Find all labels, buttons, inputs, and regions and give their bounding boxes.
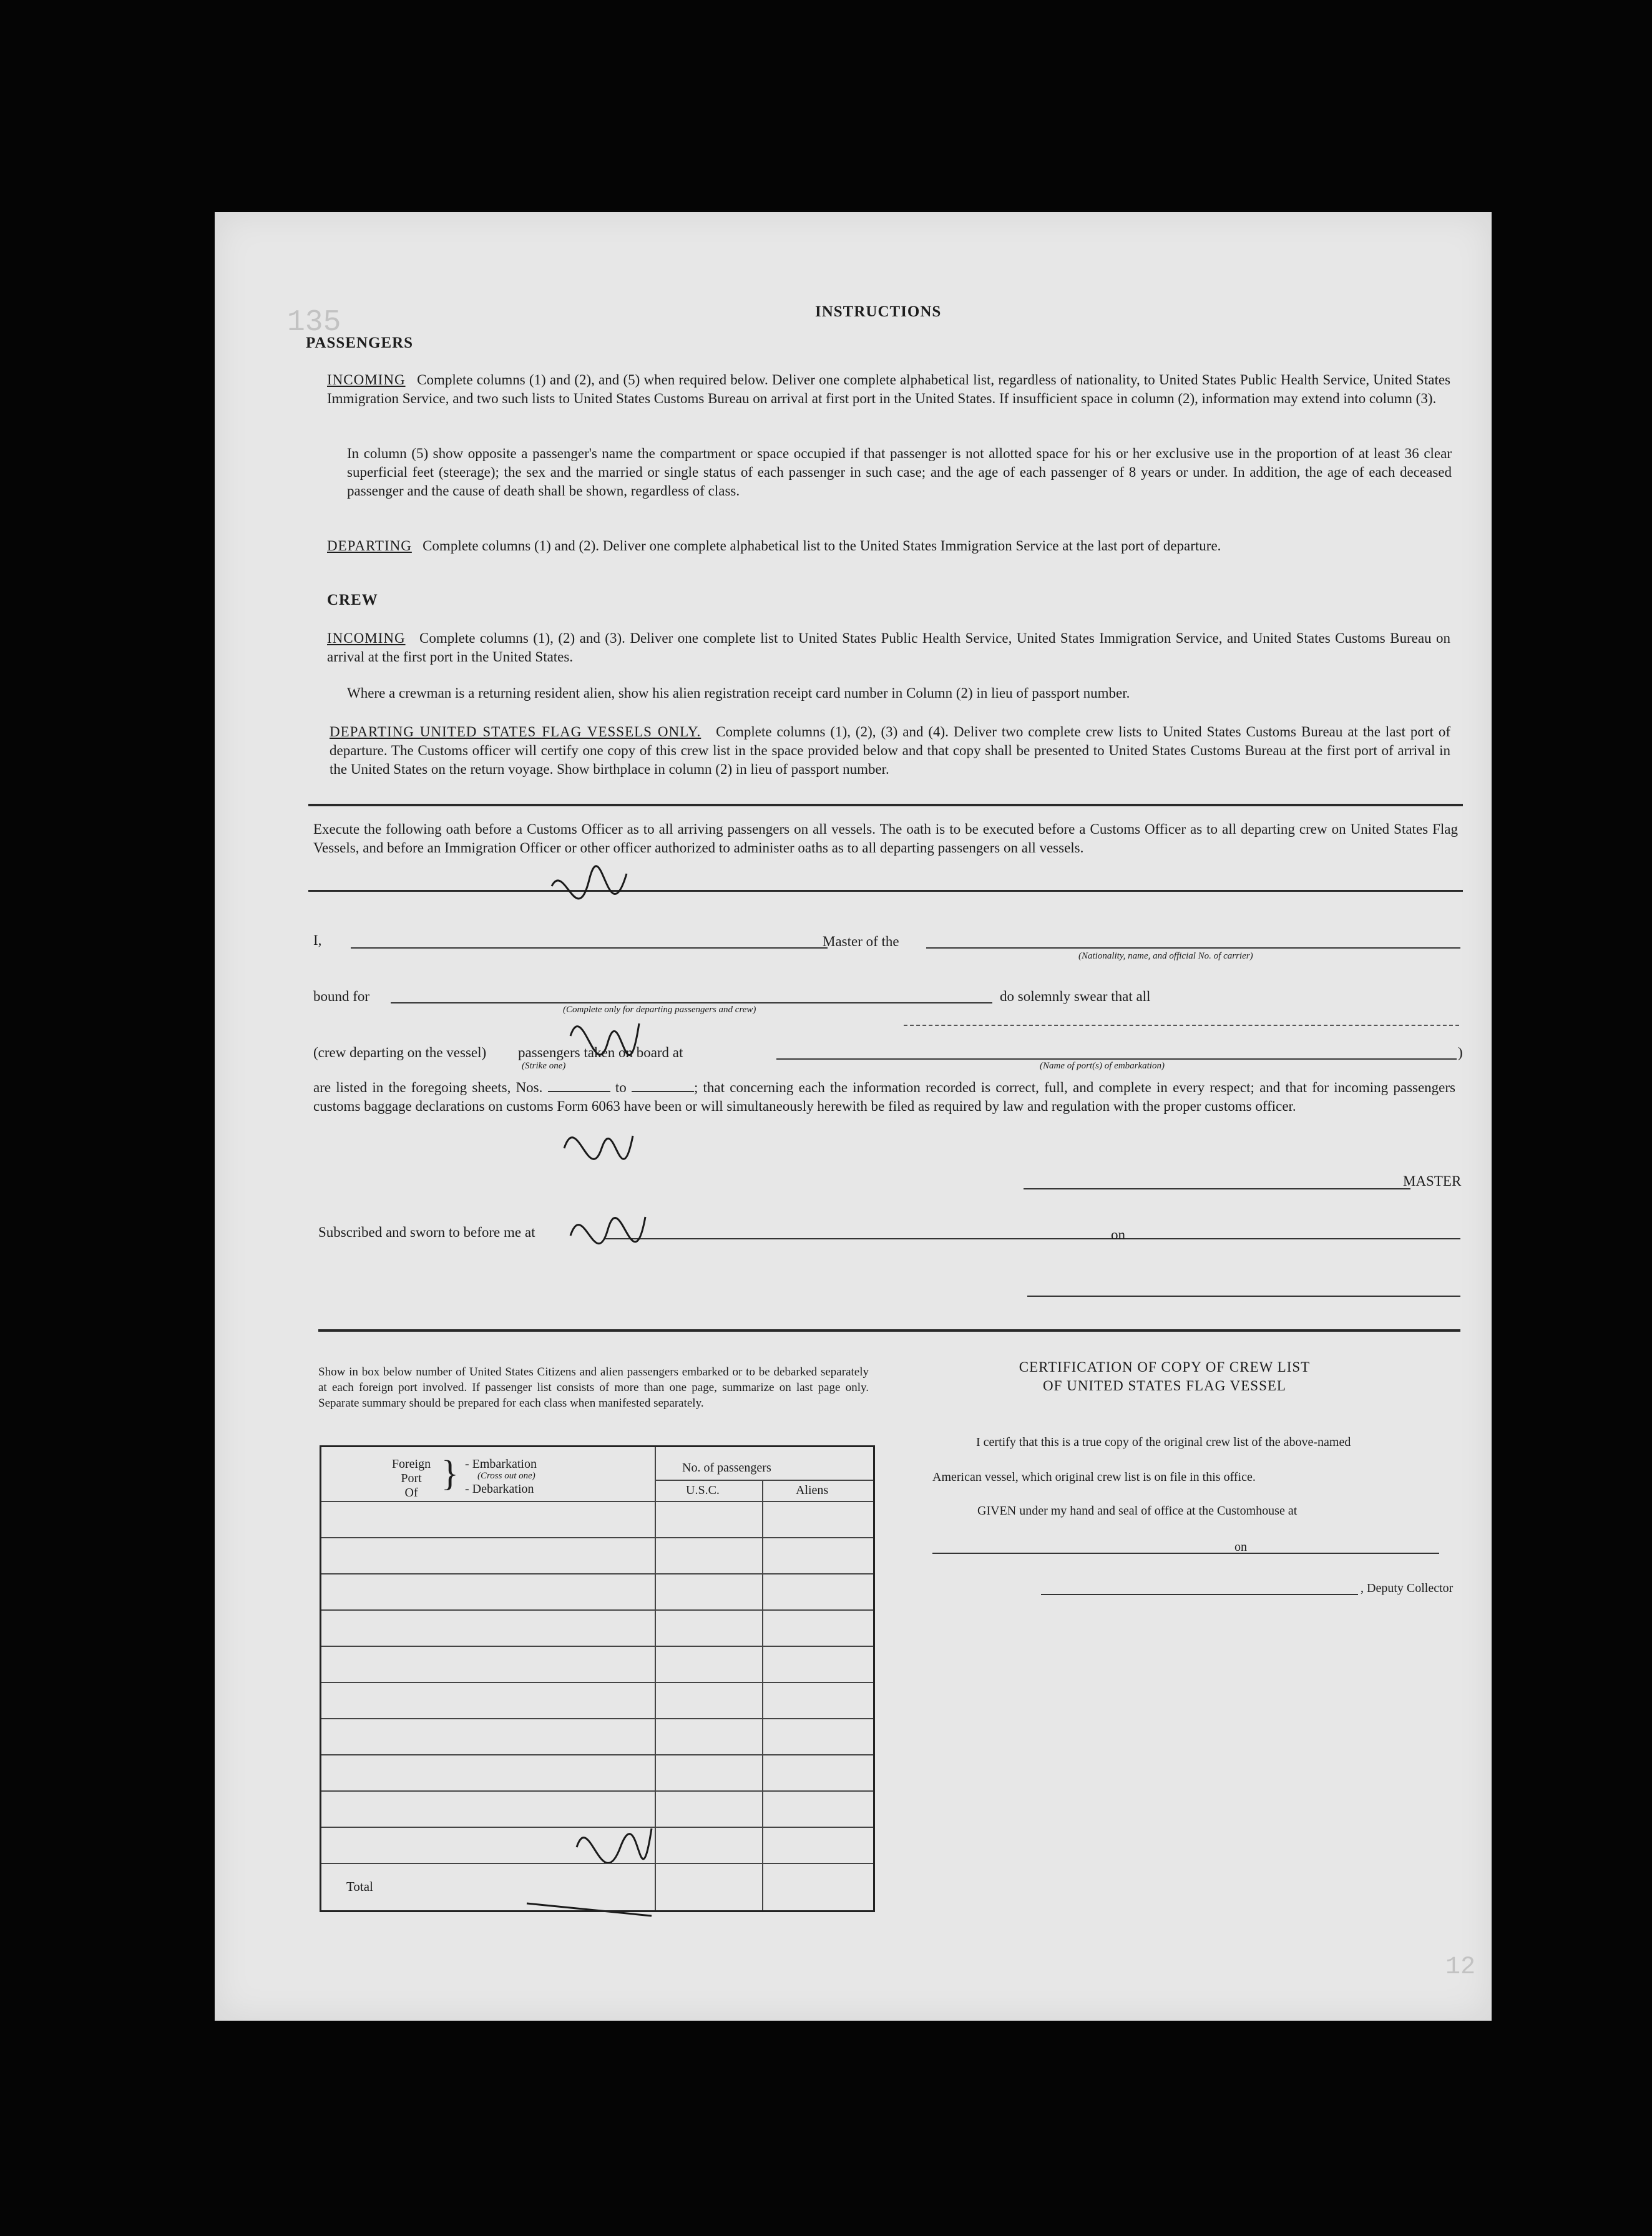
- crew-departing-label: (crew departing on the vessel): [313, 1045, 487, 1060]
- crew-incoming-instruction: [327, 629, 1450, 666]
- swear-text: do solemnly swear that all: [1000, 989, 1151, 1004]
- departing-label: DEPARTING: [327, 538, 412, 554]
- table-row: [321, 1682, 873, 1683]
- oath-intro: Execute the following oath before a Customs Officer as to all arriving passengers on all vessels. The oath is to be executed before a Customs Officer as to all departing crew on United States Flag Vessels, and before an Immigration Officer or other officer authorized to administer oaths as to all departing passengers on all vessels.: [313, 821, 1458, 856]
- subscribed-label: Subscribed and sworn to before me at: [318, 1224, 535, 1240]
- foreign-port-header: [380, 1457, 442, 1500]
- crew-incoming-label: INCOMING: [327, 630, 406, 646]
- officer-signature-field[interactable]: [1027, 1296, 1460, 1297]
- ports-caption: (Name of port(s) of embarkation): [1040, 1061, 1165, 1071]
- foreign-port-line3: Of: [404, 1486, 418, 1500]
- nationality-caption: (Nationality, name, and official No. of carrier): [1078, 951, 1253, 961]
- form-sheet: [215, 212, 1492, 2021]
- oath-i-label: I,: [313, 932, 322, 948]
- embarkation-ports-field[interactable]: [776, 1058, 1457, 1060]
- passengers-heading: PASSENGERS: [306, 334, 414, 351]
- table-row: [321, 1537, 873, 1538]
- section-divider-bottom: [318, 1329, 1460, 1332]
- table-row: [321, 1573, 873, 1574]
- crew-incoming-text: Complete columns (1), (2) and (3). Deliver one complete list to United States Public Health Service, United States Immigration Service, and United States Customs Bureau on arrival at the first port in the United States.: [327, 630, 1451, 665]
- table-row: [321, 1718, 873, 1719]
- complete-only-caption: (Complete only for departing passengers and crew): [563, 1005, 756, 1015]
- flag-vessels-instruction: [330, 723, 1450, 779]
- incoming-label: INCOMING: [327, 372, 406, 388]
- cross-out-caption: (Cross out one): [477, 1471, 535, 1481]
- certification-on-label: on: [1234, 1540, 1247, 1554]
- table-row: [321, 1501, 873, 1502]
- departing-text: Complete columns (1) and (2). Deliver one complete alphabetical list to the United States Immigration Service at the last port of departure.: [423, 538, 1221, 554]
- instructions-title: INSTRUCTIONS: [815, 303, 942, 320]
- passengers-taken-label: passengers taken on board at: [518, 1045, 683, 1060]
- column5-instruction: In column (5) show opposite a passenger's name the compartment or space occupied if that passenger is not allotted space for his or her exclusive use in the proportion of at least 36 clear superficial feet (steerage); the sex and the married or single status of each passenger in such case; and the age of each passenger of 8 years or under. In addition, the age of each deceased passenger and the cause of death shall be shown, regardless of class.: [347, 446, 1452, 499]
- passenger-summary-table: [320, 1445, 875, 1912]
- crew-heading: CREW: [327, 592, 378, 608]
- table-row: [321, 1863, 873, 1864]
- brace-symbol: }: [441, 1453, 459, 1493]
- customhouse-field[interactable]: [932, 1553, 1439, 1554]
- given-text: GIVEN under my hand and seal of office at the Customhouse at: [977, 1504, 1298, 1518]
- bound-for-label: bound for: [313, 989, 370, 1004]
- certification-title-line1: CERTIFICATION OF COPY OF CREW LIST: [1019, 1359, 1311, 1375]
- col-divider-1: [655, 1447, 656, 1910]
- usc-header: U.S.C.: [686, 1483, 720, 1497]
- master-of-label: Master of the: [823, 934, 899, 949]
- foreign-port-line2: Port: [401, 1472, 422, 1485]
- closing-paren: ): [1458, 1045, 1463, 1060]
- sworn-date-field[interactable]: [1130, 1238, 1460, 1239]
- master-label: MASTER: [1403, 1173, 1462, 1189]
- no-passengers-header: No. of passengers: [682, 1461, 771, 1475]
- foreign-port-line1: Foreign: [391, 1457, 431, 1471]
- dashed-line: [904, 1025, 1459, 1026]
- crewman-instruction: Where a crewman is a returning resident alien, show his alien registration receipt card number in Column (2) in lieu of passport number.: [347, 685, 1130, 701]
- table-row: [321, 1609, 873, 1611]
- total-label: Total: [346, 1879, 373, 1894]
- flag-vessels-text: Complete columns (1), (2), (3) and (4). Deliver two complete crew lists to United States Customs Bureau at the last port of departure. The Customs officer will certify one copy of this crew list in the space provided below and that copy shall be presented to United States Customs Bureau at the first port of arrival in the United States on the return voyage. Show birthplace in column (2) in lieu of passport number.: [330, 724, 1450, 777]
- bleed-through-number: 135: [287, 306, 341, 339]
- listed-sheets-prefix: are listed in the foregoing sheets, Nos.: [313, 1080, 543, 1095]
- deputy-collector-label: , Deputy Collector: [1361, 1581, 1454, 1595]
- sworn-on-label: on: [1111, 1227, 1125, 1242]
- certification-title: [946, 1358, 1383, 1395]
- table-row: [321, 1754, 873, 1755]
- bleed-through-page-number: 12: [1445, 1953, 1476, 1981]
- aliens-header: Aliens: [796, 1483, 829, 1497]
- table-row: [321, 1790, 873, 1792]
- subheader-divider: [655, 1480, 873, 1481]
- embarkation-label: - Embarkation: [465, 1457, 537, 1471]
- passengers-departing-instruction: [327, 537, 1450, 555]
- carrier-field[interactable]: [926, 947, 1460, 949]
- debarkation-label: - Debarkation: [465, 1482, 534, 1496]
- sheets-to-label: to: [615, 1080, 627, 1095]
- deputy-signature-field[interactable]: [1041, 1594, 1358, 1595]
- flag-vessels-label: DEPARTING UNITED STATES FLAG VESSELS ONLY.: [330, 724, 701, 740]
- certify-text-2: American vessel, which original crew list is on file in this office.: [932, 1470, 1256, 1484]
- master-signature-field[interactable]: [1024, 1188, 1410, 1189]
- table-row: [321, 1646, 873, 1647]
- certification-title-line2: OF UNITED STATES FLAG VESSEL: [1043, 1378, 1286, 1394]
- section-divider-top: [308, 804, 1463, 806]
- col-divider-2: [762, 1480, 763, 1910]
- listed-sheets-suffix: ; that concerning each the information recorded is correct, full, and complete in every respect; and that for incoming passengers customs baggage declarations on customs Form 6063 have been or will simultaneously herewith be filed as required by law and regulation with the proper customs officer.: [313, 1080, 1455, 1114]
- table-row: [321, 1827, 873, 1828]
- summary-instructions: Show in box below number of United States Citizens and alien passengers embarked or to be debarked separately at each foreign port involved. If passenger list consists of more than one page, summarize on last page only. Separate summary should be prepared for each class when manifested separately.: [318, 1365, 869, 1410]
- passengers-incoming-instruction: [327, 371, 1450, 408]
- certify-text-1: I certify that this is a true copy of the original crew list of the above-named: [976, 1435, 1351, 1449]
- strike-one-caption: (Strike one): [522, 1061, 566, 1071]
- incoming-text: Complete columns (1) and (2), and (5) when required below. Deliver one complete alphabetical list, regardless of nationality, to United States Public Health Service, United States Immigration Service, and two such lists to United States Customs Bureau on arrival at first port in the United States. If insufficient space in column (2), information may extend into column (3).: [327, 372, 1451, 406]
